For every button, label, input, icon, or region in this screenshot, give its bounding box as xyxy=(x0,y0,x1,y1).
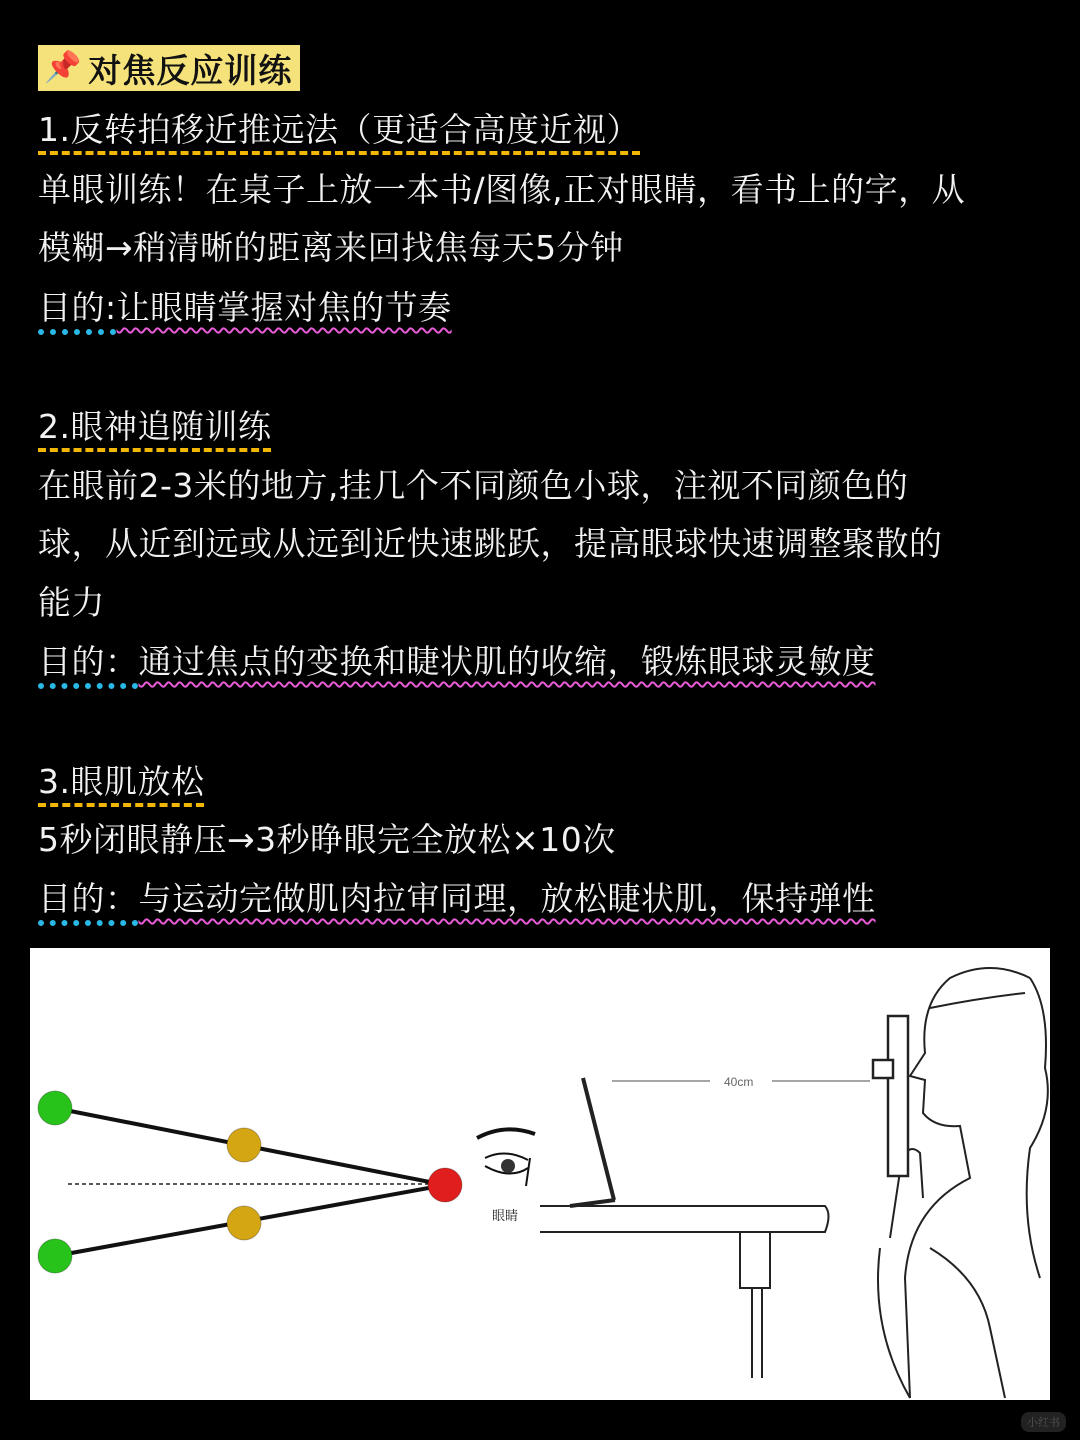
mid-yellow-ball-upper xyxy=(227,1128,261,1162)
section2-body-line3: 能力 xyxy=(38,583,105,622)
watermark-badge: 小红书 xyxy=(1021,1412,1066,1432)
pushpin-icon: 📌 xyxy=(44,50,83,85)
far-green-ball-lower xyxy=(38,1239,72,1273)
section1-body-line1: 单眼训练！在桌子上放一本书/图像,正对眼睛，看书上的字，从 xyxy=(38,170,966,209)
eye-label: 眼睛 xyxy=(492,1208,519,1223)
section1-purpose-text: 让眼睛掌握对焦的节奏 xyxy=(116,288,452,327)
section1-purpose-label: 目的: xyxy=(38,288,117,327)
occluder-device xyxy=(873,1016,908,1176)
section2-body-line2: 球，从近到远或从远到近快速跳跃，提高眼球快速调整聚散的 xyxy=(38,524,943,563)
page-title: 对焦反应训练 xyxy=(88,50,293,90)
eye-icon xyxy=(477,1129,535,1186)
mid-yellow-ball-lower xyxy=(227,1206,261,1240)
section2-body-line1: 在眼前2-3米的地方,挂几个不同颜色小球，注视不同颜色的 xyxy=(38,466,909,505)
section3-heading: 3.眼肌放松 xyxy=(38,762,205,801)
illustration-svg xyxy=(30,948,1050,1400)
distance-label: 40cm xyxy=(724,1075,754,1089)
far-green-ball-upper xyxy=(38,1091,72,1125)
training-illustration xyxy=(30,948,1050,1400)
section2-heading: 2.眼神追随训练 xyxy=(38,407,272,446)
section3-body-line1: 5秒闭眼静压→3秒睁眼完全放松×10次 xyxy=(38,820,616,859)
section3-purpose-label: 目的： xyxy=(38,879,139,918)
section3-purpose-text: 与运动完做肌肉拉审同理，放松睫状肌，保持弹性 xyxy=(138,879,876,918)
section2-purpose-label: 目的： xyxy=(38,642,139,681)
book-stand xyxy=(570,1078,615,1206)
near-red-ball xyxy=(428,1168,462,1202)
section1-body-line2: 模糊→稍清晰的距离来回找焦每天5分钟 xyxy=(38,228,624,267)
section1-heading: 1.反转拍移近推远法（更适合高度近视） xyxy=(38,110,640,149)
section2-purpose-text: 通过焦点的变换和睫状肌的收缩，锻炼眼球灵敏度 xyxy=(138,642,876,681)
title-badge xyxy=(38,45,300,91)
desk-drawing xyxy=(540,1206,829,1378)
